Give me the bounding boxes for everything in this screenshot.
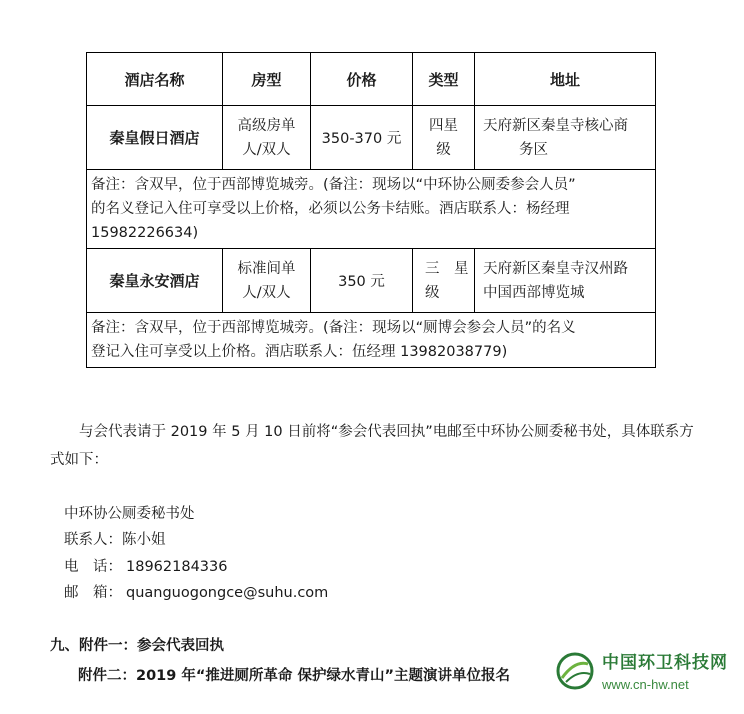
hotel-type-line: 四星 [429,117,458,134]
contact-phone [64,555,227,579]
site-logo-icon [554,650,596,692]
address-line: 天府新区秦皇寺核心商 [483,117,628,134]
room-type-line: 人/双人 [242,284,291,301]
table-note-row [87,170,656,249]
header-address: 地址 [475,53,656,106]
hotel-type [413,106,475,170]
address [475,106,656,170]
header-type: 类型 [413,53,475,106]
watermark-title: 中国环卫科技网 [602,653,728,673]
price: 350 元 [311,249,413,313]
room-type [223,106,311,170]
room-type-line: 高级房单 [237,117,296,134]
contact-email-label: 邮 箱： [64,585,122,601]
hotel-type-line: 级 [425,284,440,301]
contact-phone-value: 18962184336 [126,559,228,575]
contact-phone-label: 电 话： [64,559,122,575]
watermark [602,648,728,692]
hotel-name: 秦皇假日酒店 [87,106,223,170]
hotel-type-line: 三 星 [425,260,469,277]
hotel-table [86,52,656,368]
attachment-two: 附件二：2019 年“推进厕所革命 保护绿水青山”主题演讲单位报名 [78,668,511,684]
section-nine-title: 九、附件一：参会代表回执 [50,638,224,654]
room-type-line: 人/双人 [242,141,291,158]
note-line: 备注：含双早，位于西部博览城旁。(备注：现场以“中环协公厕委参会人员” [91,177,576,193]
contact-person-value: 陈小姐 [122,532,166,548]
contact-org: 中环协公厕委秘书处 [64,506,195,522]
address-line: 务区 [519,141,548,158]
hotel-type-line: 级 [436,141,451,158]
header-hotel-name: 酒店名称 [87,53,223,106]
hotel-name: 秦皇永安酒店 [87,249,223,313]
contact-email [64,581,328,605]
hotel-note [87,170,656,249]
note-line: 15982226634) [91,225,199,241]
address [475,249,656,313]
hotel-type [413,249,475,313]
room-type-line: 标准间单 [237,260,296,277]
contact-person [64,528,166,552]
address-line: 中国西部博览城 [483,284,585,301]
hotel-note [87,313,656,368]
room-type [223,249,311,313]
intro-paragraph: 与会代表请于 2019 年 5 月 10 日前将“参会代表回执”电邮至中环协公厕委秘书处，具体联系方式如下： [50,424,694,468]
header-room-type: 房型 [223,53,311,106]
note-line: 登记入住可享受以上价格。酒店联系人：伍经理 13982038779) [91,344,508,360]
price: 350-370 元 [311,106,413,170]
table-row [87,249,656,313]
table-header-row [87,53,656,106]
watermark-url: www.cn-hw.net [602,677,689,692]
contact-person-label: 联系人： [64,532,122,548]
table-note-row [87,313,656,368]
note-line: 备注：含双早，位于西部博览城旁。(备注：现场以“厕博会参会人员”的名义 [91,320,576,336]
header-price: 价格 [311,53,413,106]
address-line: 天府新区秦皇寺汉州路 [483,260,628,277]
table-row [87,106,656,170]
note-line: 的名义登记入住可享受以上价格，必须以公务卡结账。酒店联系人：杨经理 [91,201,570,217]
contact-email-value: quanguogongce@suhu.com [126,585,329,601]
